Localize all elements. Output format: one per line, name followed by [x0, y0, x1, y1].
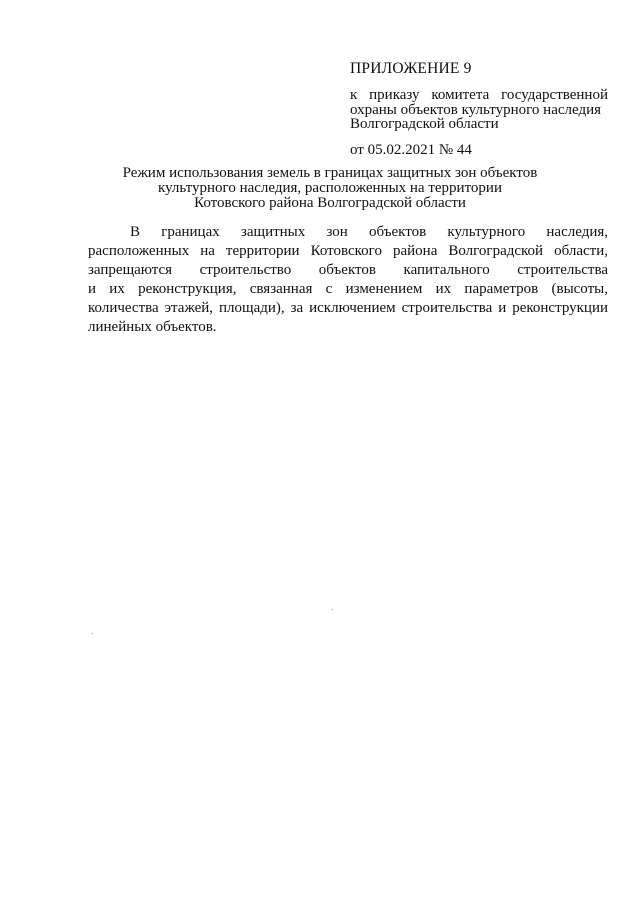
paragraph-line: и их реконструкция, связанная с изменением их параметров (высоты,: [88, 281, 608, 297]
heading-line: культурного наследия, расположенных на территории: [158, 179, 502, 196]
paragraph-line: запрещаются строительство объектов капитального строительства: [88, 262, 608, 278]
appendix-reference-line: к приказу комитета государственной: [350, 87, 608, 103]
scan-speck: [332, 609, 333, 610]
appendix-reference-line: охраны объектов культурного наследия: [350, 101, 602, 118]
document-heading: [100, 166, 560, 210]
paragraph-line: линейных объектов.: [88, 319, 217, 335]
appendix-reference: [350, 88, 608, 132]
appendix-date: от 05.02.2021 № 44: [350, 142, 472, 158]
body-paragraph: [88, 223, 608, 337]
heading-line: Режим использования земель в границах защитных зон объектов: [122, 165, 538, 181]
paragraph-line: количества этажей, площади), за исключением строительства и реконструкции: [88, 300, 608, 316]
heading-line: Котовского района Волгоградской области: [194, 194, 466, 211]
scan-speck: [92, 633, 93, 634]
paragraph-line: расположенных на территории Котовского района Волгоградской области,: [88, 243, 608, 259]
paragraph-line: В границах защитных зон объектов культурного наследия,: [130, 224, 608, 240]
appendix-reference-line: Волгоградской области: [350, 116, 499, 132]
appendix-title: ПРИЛОЖЕНИЕ 9: [350, 60, 472, 77]
